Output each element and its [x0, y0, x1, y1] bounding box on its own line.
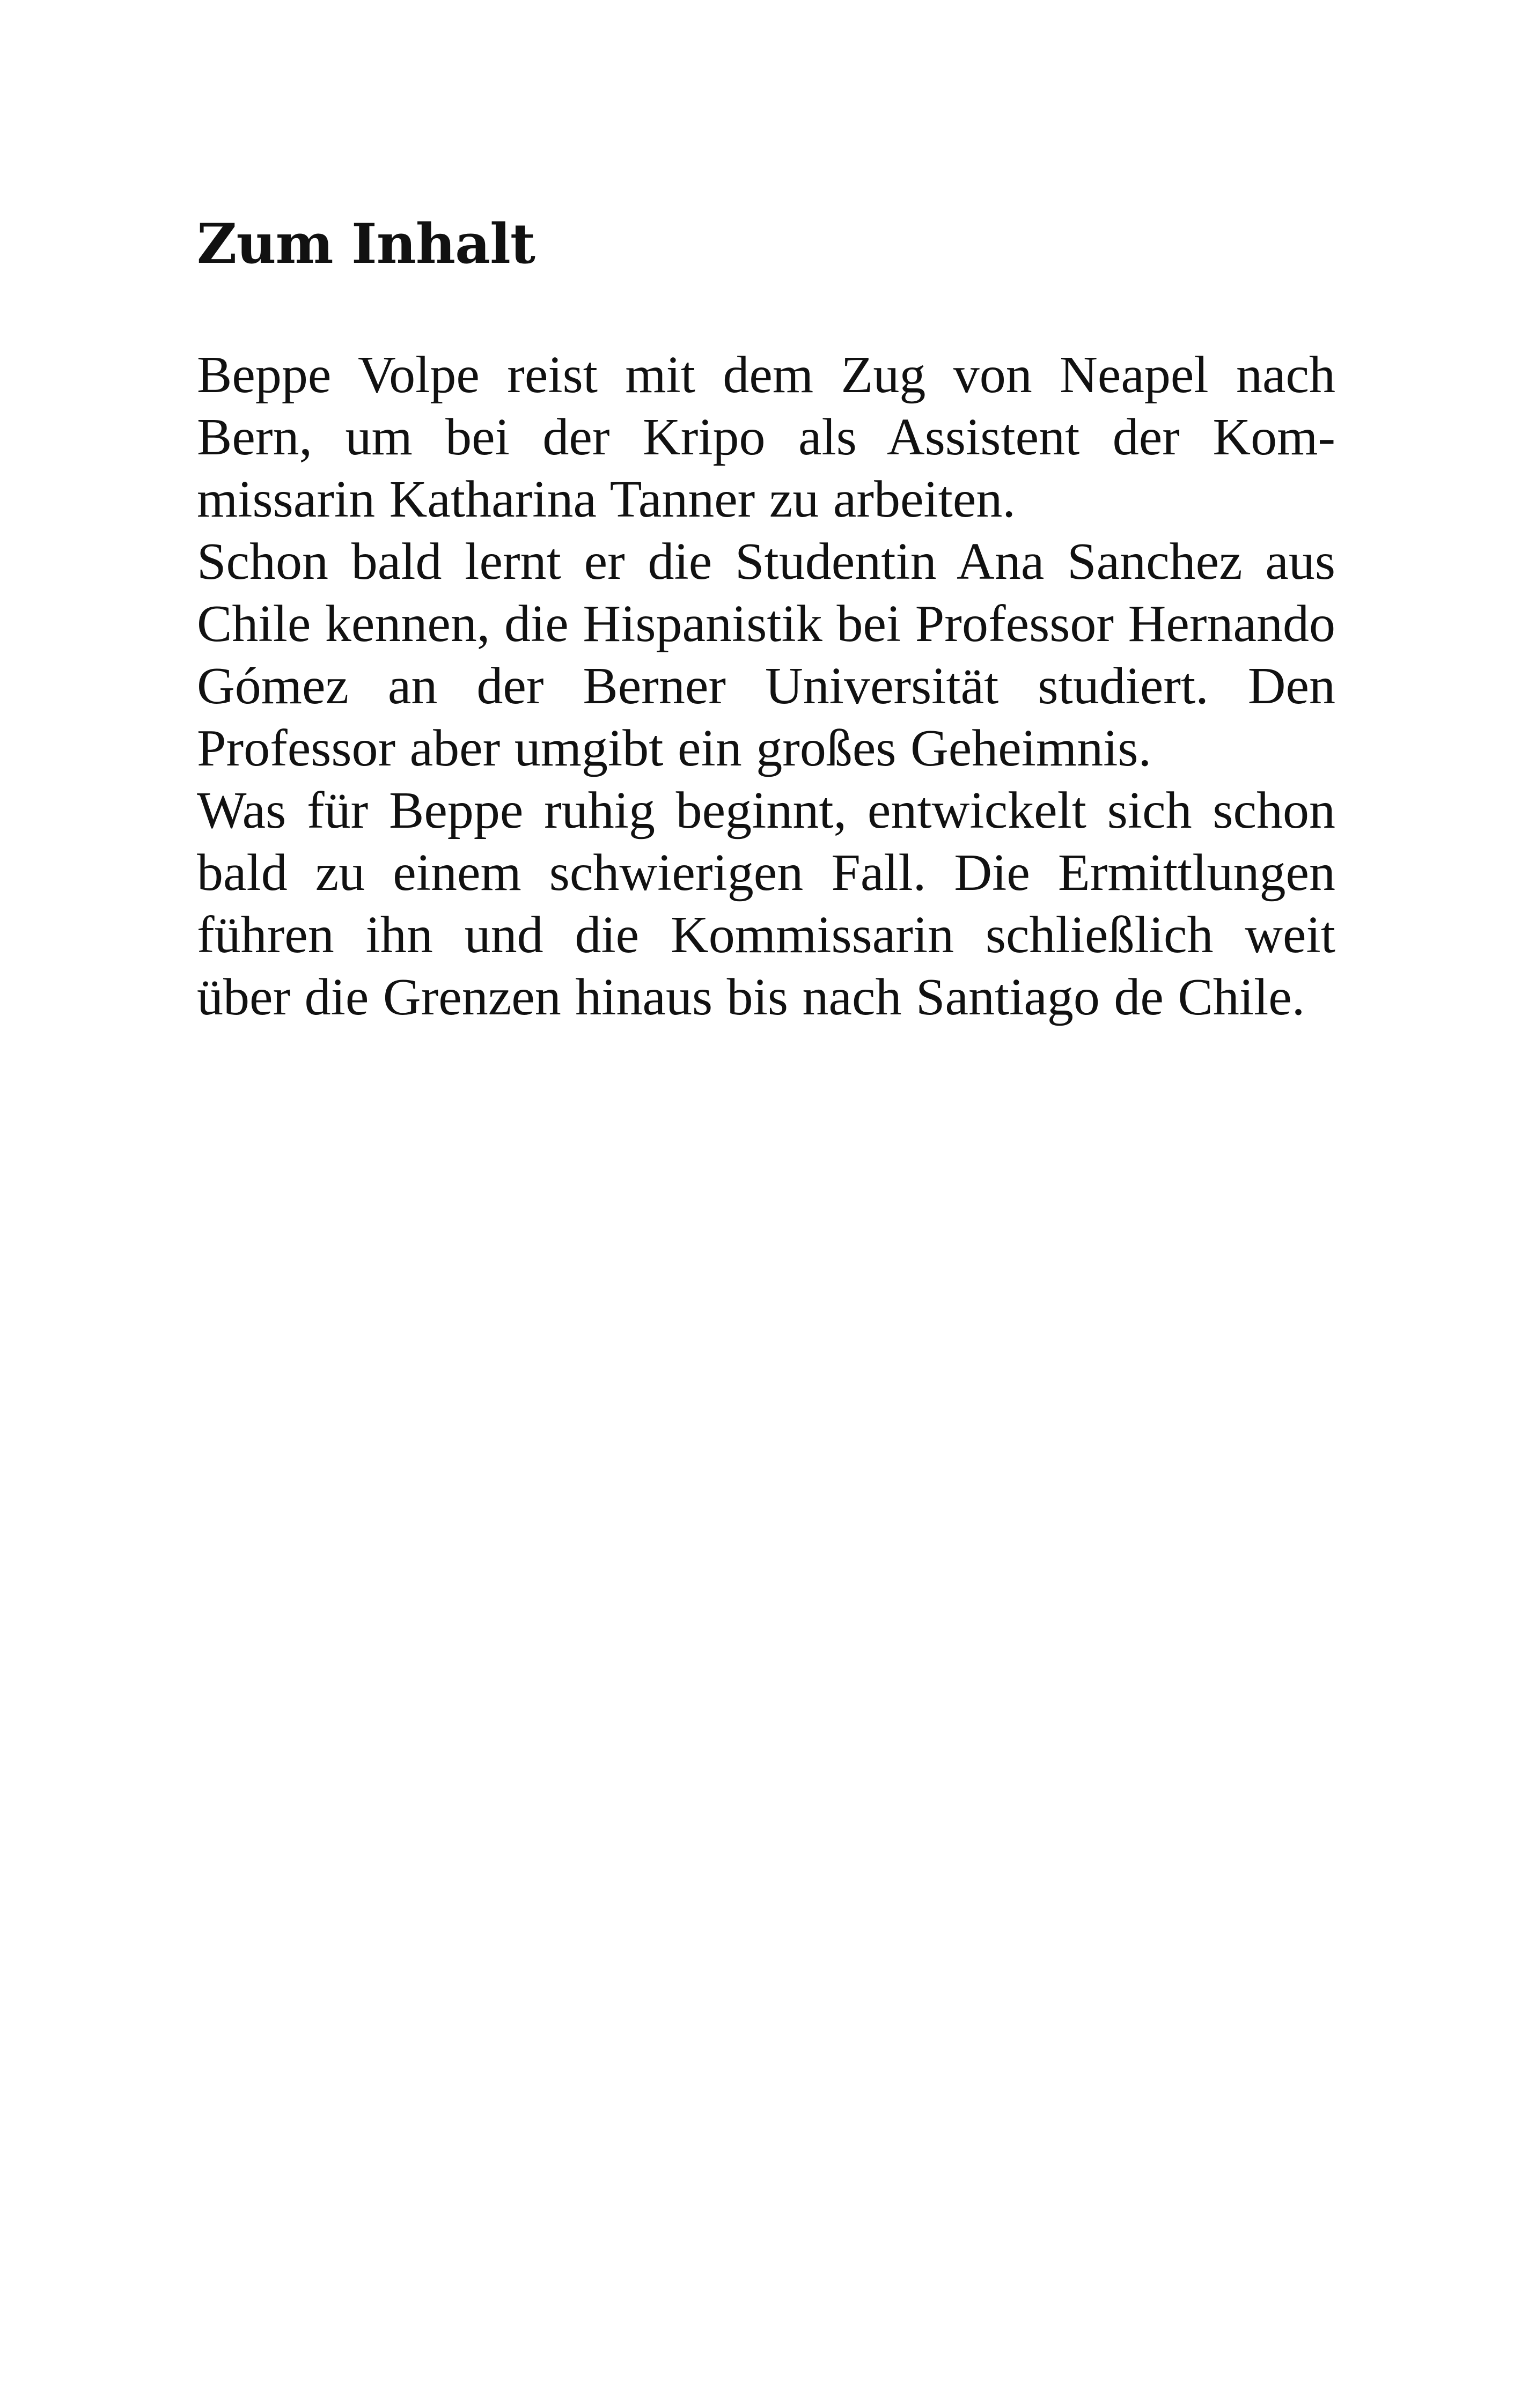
synopsis-text: [197, 344, 1335, 1028]
page-title: Zum Inhalt: [197, 212, 535, 276]
synopsis-paragraph-3: Was für Beppe ruhig beginnt, entwickelt sich schon bald zu einem schwierigen Fall. Die Ermittlungen führen ihn und die Kommissarin schließlich weit über die Grenzen hinaus bis nach Santiago de Chile.: [197, 782, 1335, 1026]
book-page: [197, 212, 1335, 1028]
synopsis-paragraph-2: Schon bald lernt er die Studentin Ana Sanchez aus Chile kennen, die Hispanistik bei Professor Hernando Gómez an der Berner Universität studiert. Den Professor aber umgibt ein großes Geheimnis.: [197, 533, 1335, 777]
synopsis-paragraph-1: Beppe Volpe reist mit dem Zug von Neapel nach Bern, um bei der Kripo als Assistent der Kommissarin Katharina Tanner zu arbeiten.: [197, 346, 1335, 528]
